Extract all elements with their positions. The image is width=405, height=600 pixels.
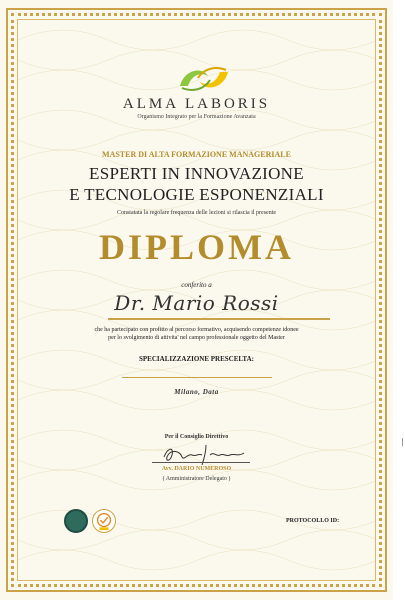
- place-date: Milano, Data: [174, 388, 219, 396]
- description: [0, 326, 393, 342]
- brand-name: ALMA LABORIS: [122, 96, 271, 112]
- signer-name: Avv. DARIO NUMEROSO: [161, 466, 232, 472]
- recipient-name: Dr. Mario Rossi: [114, 291, 279, 315]
- protocol-id-label: PROTOCOLLO ID:: [286, 518, 340, 524]
- program-kicker: MASTER DI ALTA FORMAZIONE MANAGERIALE: [102, 150, 291, 159]
- signature-image: [160, 441, 255, 467]
- signature-line: [152, 462, 250, 463]
- attendance-note: Constatata la regolare frequenza delle lezioni si rilascia il presente: [116, 210, 277, 216]
- signer-role: ( Amministratore Delegato ): [162, 476, 231, 482]
- description-line2: per lo svolgimento di attivita' nel campo professionale oggetto del Master: [108, 335, 285, 341]
- diploma-heading: DIPLOMA: [99, 227, 294, 267]
- accreditation-seal-icon: [64, 509, 88, 533]
- description-line1: che ha partecipato con profitto al percorso formativo, acquisendo competenze idonee: [94, 327, 299, 333]
- program-title-line2: E TECNOLOGIE ESPONENZIALI: [69, 185, 324, 204]
- specialization-label: SPECIALIZZAZIONE PRESCELTA:: [139, 355, 254, 363]
- specialization-line: [122, 377, 272, 378]
- conferred-label: conferito a: [181, 281, 212, 289]
- edge-mark: [402, 438, 403, 446]
- brand-subtitle: Organismo Integrato per la Formazione Avanzata: [137, 114, 256, 120]
- program-title-line1: ESPERTI IN INNOVAZIONE: [89, 164, 304, 183]
- alma-laboris-logo-icon: [174, 62, 234, 96]
- recipient-underline: [108, 318, 330, 320]
- sgs-certification-icon: [92, 509, 116, 533]
- council-label: Per il Consiglio Direttivo: [164, 434, 229, 440]
